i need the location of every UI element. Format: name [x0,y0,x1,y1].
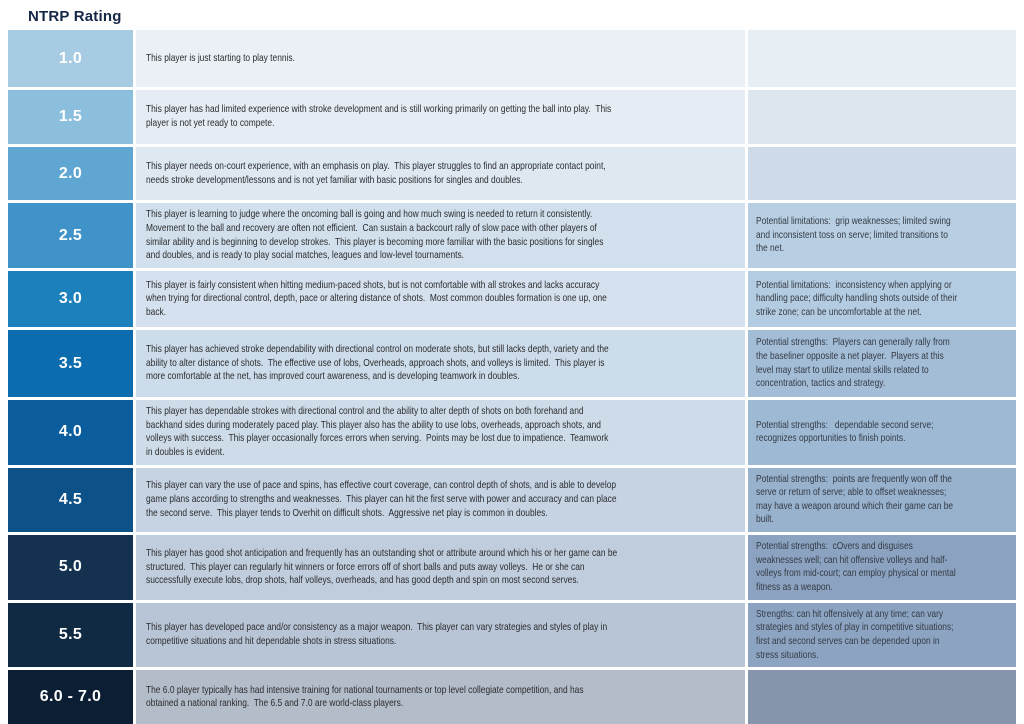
notes-text: Potential strengths: points are frequently won off the serve or return of serve; able to offset weaknesses; may have a weapon around which their game can be built. [756,472,956,526]
notes-cell [748,30,1016,87]
rating-cell [8,271,133,327]
rating-cell [8,670,133,724]
notes-cell [748,603,1016,668]
rating-label: 1.0 [58,49,83,67]
rating-cell [8,603,133,668]
table-row [8,330,1016,397]
description-cell [136,670,745,724]
notes-text: Potential limitations: grip weaknesses; limited swing and inconsistent toss on serve; limited transitions to the net. [756,215,954,255]
description-text: This player has good shot anticipation and frequently has an outstanding shot or attribute around which his or her game can be structured. This player can regularly hit winners or force errors off of short balls and puts away volleys. He or she can successfully execute lobs, drop shots, half volleys, overheads, and has good depth and spin on most second serves. [146,546,620,587]
notes-text: Strengths: can hit offensively at any time; can vary strategies and styles of play in competitive situations; first and second serves can be depended upon in stress situations. [756,607,956,661]
rating-cell [8,203,133,268]
rating-label: 3.0 [58,290,83,307]
description-text: This player is fairly consistent when hitting medium-paced shots, but is not comfortable with all strokes and lacks accuracy when trying for directional control, depth, pace or altering distance of shots. Most common doubles formation is one up, one back. [146,278,610,318]
description-cell [136,400,745,465]
description-text: This player has achieved stroke dependability with directional control on moderate shots, but still lacks depth, variety and the ability to alter distance of shots. The effective use of lobs, Overheads, approach shots, and volleys is limited. This player is more comfortable at the net, has improved court awareness, and is developing teamwork in doubles. [146,343,612,383]
notes-text: Potential strengths: cOvers and disguises weaknesses well; can hit offensive volleys and half-volleys from mid-court; can employ physical or mental fitness as a weapon. [756,540,959,594]
notes-text: Potential strengths: Players can generally rally from the baseliner opposite a net player. Players at this level may start to utilize mental skills related to concentration, tactics and strategy. [756,336,953,390]
rating-label: 4.0 [58,423,83,441]
table-row [8,203,1016,268]
description-text: This player is just starting to play tennis. [146,51,295,64]
table-row [8,147,1016,200]
table-row [8,603,1016,668]
table-row [8,30,1016,87]
description-cell [136,30,745,87]
table-row [8,468,1016,533]
description-cell [136,271,745,327]
notes-text: Potential limitations: inconsistency when applying or handling pace; difficulty handling shots outside of their strike zone; can be uncomfortable at the net. [756,278,960,318]
notes-cell [748,203,1016,268]
rating-cell [8,468,133,533]
description-text: This player has had limited experience with stroke development and is still working primarily on getting the ball into play. This player is not yet ready to compete. [146,103,614,129]
description-cell [136,468,745,533]
description-text: This player has developed pace and/or consistency as a major weapon. This player can vary strategies and styles of play in competitive situations and hit dependable shots in stress situations. [146,621,610,647]
table-row [8,670,1016,724]
rating-cell [8,147,133,200]
notes-cell [748,670,1016,724]
rating-cell [8,90,133,144]
description-text: This player needs on-court experience, with an emphasis on play. This player struggles to find an appropriate contact point, needs stroke development/lessons and is not yet familiar with basic positions for singles and doubles. [146,159,608,186]
rating-label: 6.0 - 7.0 [39,688,102,706]
page [0,8,1024,710]
ntrp-rating-table [8,30,1016,724]
rating-label: 3.5 [58,354,83,372]
rating-cell [8,330,133,397]
description-text: The 6.0 player typically has had intensive training for national tournaments or top level collegiate competition, and has obtained a national ranking. The 6.5 and 7.0 are world-class players. [146,683,586,710]
page-title: NTRP Rating [28,8,122,25]
rating-cell [8,535,133,600]
rating-label: 5.5 [58,625,83,643]
notes-cell [748,468,1016,533]
notes-text: Potential strengths: dependable second serve; recognizes opportunities to finish points. [756,418,936,445]
notes-cell [748,400,1016,465]
rating-cell [8,30,133,87]
rating-cell [8,400,133,465]
notes-cell [748,147,1016,200]
rating-label: 1.5 [58,108,83,125]
rating-label: 2.0 [58,164,83,182]
description-cell [136,603,745,668]
description-cell [136,330,745,397]
notes-cell [748,271,1016,327]
rating-label: 4.5 [58,490,83,508]
table-row [8,535,1016,600]
description-text: This player is learning to judge where the oncoming ball is going and how much swing is needed to return it consistently. Movement to the ball and recovery are often not efficient. Can sustain a backcourt rally of slow pace with other players of similar ability and is beginning to develop strokes. This player is becoming more familiar with the basic positions for singles and doubles, and is ready to play social matches, leagues and low-level tournaments. [146,208,606,262]
rating-label: 2.5 [58,226,83,244]
description-cell [136,90,745,144]
description-cell [136,147,745,200]
notes-cell [748,90,1016,144]
description-text: This player can vary the use of pace and spins, has effective court coverage, can control depth of shots, and is able to develop game plans according to strengths and weaknesses. This player can hit the first serve with power and accuracy and can place the second serve. This player tends to Overhit on difficult shots. Aggressive net play is common in doubles. [146,479,619,519]
rating-label: 5.0 [58,558,83,576]
notes-cell [748,330,1016,397]
description-cell [136,203,745,268]
table-row [8,400,1016,465]
table-row [8,90,1016,144]
notes-cell [748,535,1016,600]
table-row [8,271,1016,327]
description-text: This player has dependable strokes with directional control and the ability to alter depth of shots on both forehand and backhand sides during moderately paced play. This player also has the ability to use lobs, overheads, approach shots, and volleys with success. This player occasionally forces errors when serving. Points may be lost due to impatience. Teamwork in doubles is evident. [146,405,611,458]
description-cell [136,535,745,600]
